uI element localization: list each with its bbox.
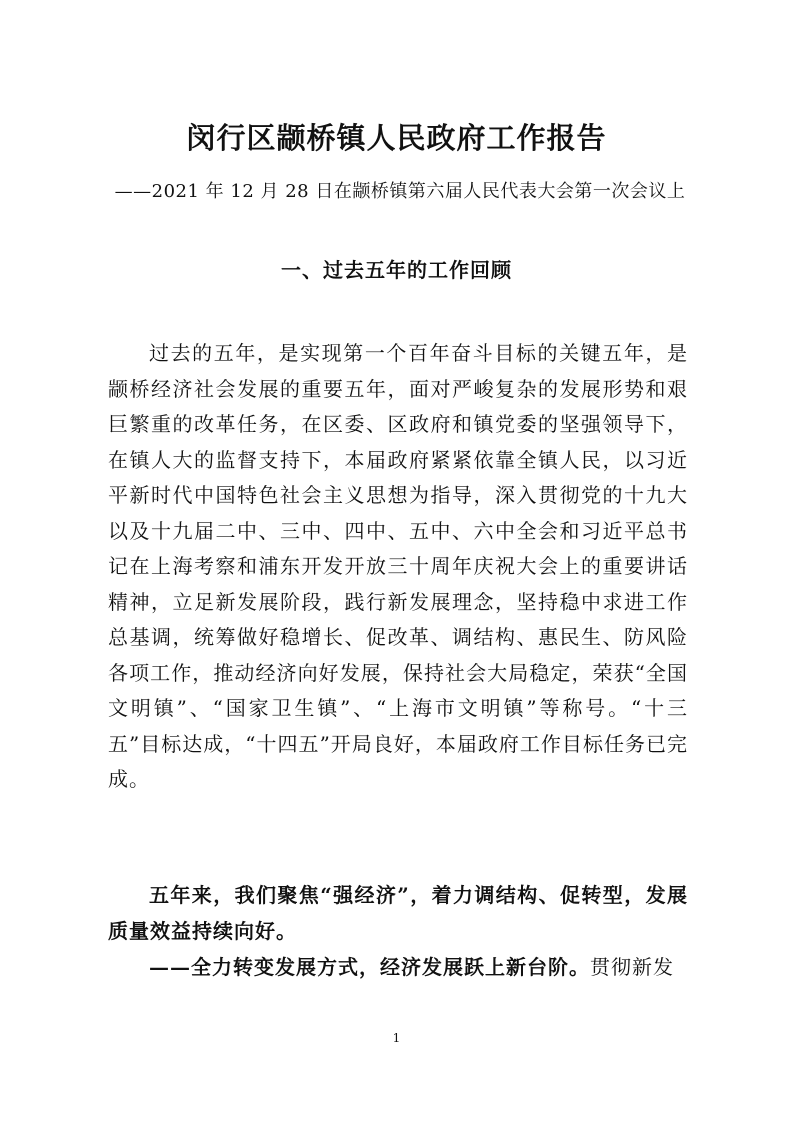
- body-paragraph: 过去的五年，是实现第一个百年奋斗目标的关键五年，是颛桥经济社会发展的重要五年，面对严峻复杂的发展形势和艰巨繁重的改革任务，在区委、区政府和镇党委的坚强领导下，在镇人大的监督支持下，本届政府紧紧依靠全镇人民，以习近平新时代中国特色社会主义思想为指导，深入贯彻党的十九大以及十九届二中、三中、四中、五中、六中全会和习近平总书记在上海考察和浦东开发开放三十周年庆祝大会上的重要讲话精神，立足新发展阶段，践行新发展理念，坚持稳中求进工作总基调，统筹做好稳增长、促改革、调结构、惠民生、防风险各项工作，推动经济向好发展，保持社会大局稳定，荣获“全国文明镇”、“国家卫生镇”、“上海市文明镇”等称号。“十三五”目标达成，“十四五”开局良好，本届政府工作目标任务已完成。: [108, 341, 688, 791]
- page-number: 1: [392, 1031, 401, 1045]
- summary-paragraph: 五年来，我们聚焦“强经济”，着力调结构、促转型，发展质量效益持续向好。: [108, 883, 688, 943]
- point-paragraph: [108, 950, 688, 986]
- document-title: 闵行区颛桥镇人民政府工作报告: [186, 121, 607, 155]
- point-heading: ——全力转变发展方式，经济发展跃上新台阶。: [149, 955, 590, 979]
- point-text: 贯彻新发: [590, 955, 674, 979]
- document-subtitle: ——2021 年 12 月 28 日在颛桥镇第六届人民代表大会第一次会议上: [114, 181, 686, 202]
- section-heading: 一、过去五年的工作回顾: [281, 258, 512, 282]
